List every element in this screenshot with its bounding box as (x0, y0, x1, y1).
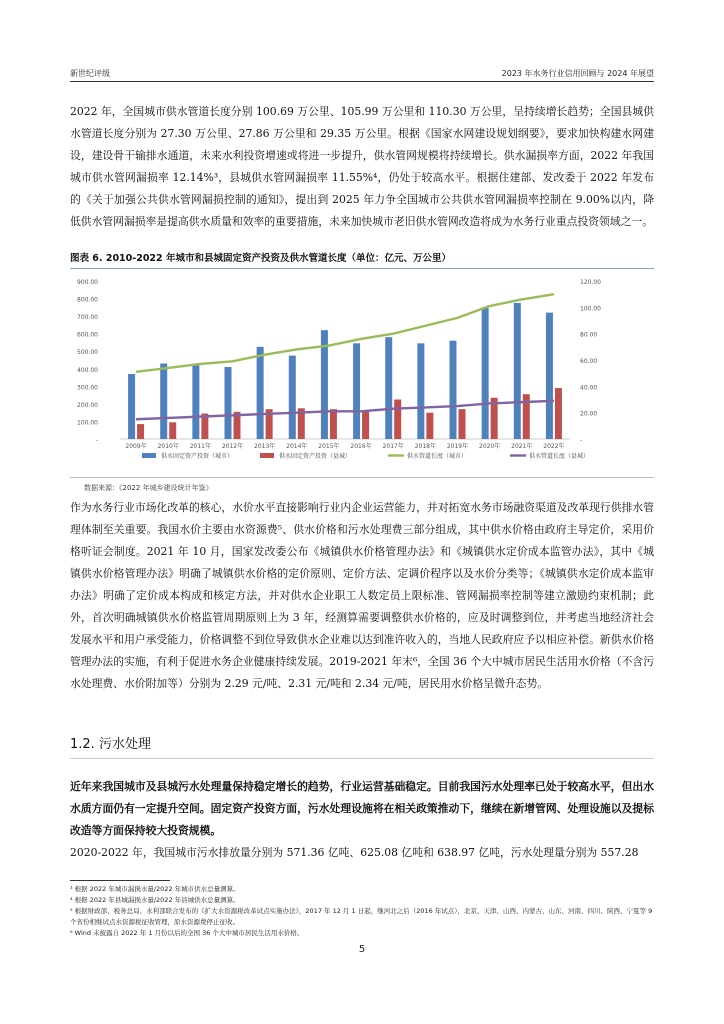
bar-city-invest (450, 341, 457, 439)
bar-county-invest (137, 424, 144, 439)
paragraph-sewage-volume: 2020-2022 年，我国城市污水排放量分别为 571.36 亿吨、625.08 亿吨和 638.97 亿吨，污水处理量分别为 557.28 (70, 846, 639, 859)
bar-county-invest (426, 413, 433, 439)
bar-city-invest (192, 364, 199, 439)
y-left-tick-label: 700.00 (77, 314, 98, 322)
figure-bottom-divider (70, 477, 654, 478)
line-city-pipe (136, 294, 554, 372)
y-left-tick-label: 300.00 (77, 384, 98, 392)
legend-swatch (142, 453, 156, 458)
y-left-tick-label: 400.00 (77, 366, 98, 374)
bar-city-invest (225, 367, 232, 439)
section-title: 1.2. 污水处理 (70, 737, 151, 752)
x-tick-label: 2022年 (543, 443, 565, 450)
header-left: 新世纪评级 (70, 69, 110, 78)
x-tick-label: 2019年 (446, 443, 469, 450)
bar-city-invest (482, 307, 489, 439)
y-right-tick-label: 60.00 (580, 358, 598, 365)
x-tick-label: 2017年 (382, 443, 404, 450)
legend-label: 供水管道长度（县城） (529, 453, 590, 460)
footnote-4: ⁴ 根据 2022 年县城漏损水量/2022 年县城供水总量测算。 (70, 896, 240, 904)
y-left-tick-label: 100.00 (77, 419, 98, 427)
bar-city-invest (289, 356, 296, 439)
footnote-3: ³ 根据 2022 年城市漏损水量/2022 年城市供水总量测算。 (70, 885, 240, 893)
footnote-6: ⁶ Wind 未披露自 2022 年 1 月份以后的全国 36 个大中城市居民生活用水价格。 (70, 929, 304, 937)
bar-city-invest (417, 343, 424, 439)
x-tick-label: 2021年 (511, 443, 533, 450)
bar-county-invest (330, 409, 337, 439)
bar-city-invest (160, 364, 167, 439)
header-right: 2023 年水务行业信用回顾与 2024 年展望 (501, 69, 654, 78)
x-tick-label: 2014年 (286, 443, 308, 450)
y-right-tick-label: 120.00 (580, 279, 601, 286)
bar-city-invest (257, 347, 264, 439)
legend-label: 供水固定资产投资（城市） (161, 453, 234, 460)
y-right-tick-label: 20.00 (580, 410, 598, 418)
figure-title: 图表 6. 2010-2022 年城市和县城固定资产投资及供水管道长度（单位：亿元、万公里） (70, 253, 451, 264)
legend-label: 供水固定资产投资（县城） (279, 453, 352, 460)
x-tick-label: 2013年 (254, 443, 276, 450)
x-tick-label: 2016年 (350, 443, 372, 450)
paragraph-water-pipeline: 2022 年，全国城市供水管道长度分别 100.69 万公里、105.99 万公里和 110.30 万公里，呈持续增长趋势；全国县城供水管道长度分别为 27.30 万公里、27.86 万公里和 29.35 万公里。根据《国家水网建设规划纲要》，要求加快构建水网建设，建设骨干输排水通道，未来水利投资增速或将进一步提升，供水管网规模将持续增长。供水漏损率方面，2022 年我国城市供水管网漏损率 12.14%³，县城供水管网漏损率 11.55%⁴，仍处于较高水平。根据住建部、发改委于 2022 年发布的《关于加强公共供水管网漏损控制的通知》，提出到 2025 年力争全国城市公共供水管网漏损率控制在 9.00%以内，降低供水管网漏损率是提高供水质量和效率的重要措施，未来加快城市老旧供水管网改造将成为水务行业重点投资领域之一。 (70, 105, 654, 228)
x-tick-label: 2015年 (318, 443, 340, 450)
legend-label: 供水管道长度（城市） (407, 453, 468, 460)
page-number: 5 (358, 944, 366, 955)
y-left-tick-label: - (95, 437, 98, 444)
bar-county-invest (555, 388, 562, 439)
bar-county-invest (394, 400, 401, 440)
footnote-5: ⁵ 根据财政部、税务总局、水利部联合发布的《扩大水资源税改革试点实施办法》，2017 年 12 月 1 日起，继河北之后（2016 年试点），北京、天津、山西、内蒙古、山东、河南、四川、陕西、宁夏等 9 个省份相继试点水资源税征收管理，原水资源费停止征收。 (70, 907, 653, 926)
bar-city-invest (128, 374, 135, 439)
footnote-divider (70, 880, 170, 881)
figure-top-divider (70, 268, 654, 269)
y-left-tick-label: 600.00 (77, 331, 98, 339)
x-tick-label: 2011年 (189, 443, 211, 450)
y-right-tick-label: - (580, 437, 583, 444)
paragraph-sewage-summary: 近年来我国城市及县城污水处理量保持稳定增长的趋势，行业运营基础稳定。目前我国污水处理率已处于较高水平，但出水水质方面仍有一定提升空间。固定资产投资方面，污水处理设施将在相关政策推动下，继续在新增管网、处理设施以及提标改造等方面保持较大投资规模。 (70, 780, 654, 837)
y-right-tick-label: 100.00 (580, 305, 601, 313)
x-tick-label: 2012年 (221, 443, 244, 450)
x-tick-label: 2020年 (479, 443, 501, 450)
header-divider (70, 81, 654, 82)
y-left-tick-label: 800.00 (77, 296, 98, 304)
footnotes (70, 884, 654, 939)
section-divider (70, 758, 654, 759)
bar-city-invest (546, 313, 553, 439)
investment-pipeline-chart (70, 271, 654, 471)
y-right-tick-label: 40.00 (580, 384, 598, 392)
x-tick-label: 2018年 (414, 443, 436, 450)
y-left-tick-label: 900.00 (77, 279, 98, 286)
y-left-tick-label: 500.00 (77, 349, 98, 357)
bar-city-invest (514, 303, 521, 439)
bar-city-invest (353, 343, 360, 439)
bar-county-invest (169, 422, 176, 439)
legend-swatch (260, 453, 274, 458)
chart-container (70, 271, 654, 471)
x-tick-label: 2010年 (157, 443, 179, 450)
bar-county-invest (362, 411, 369, 439)
bar-county-invest (459, 409, 466, 439)
x-tick-label: 2009年 (125, 443, 147, 450)
y-right-tick-label: 80.00 (580, 331, 598, 339)
figure-source: 数据来源：《2022 年城乡建设统计年鉴》 (84, 484, 213, 492)
bar-city-invest (385, 337, 392, 439)
y-left-tick-label: 200.00 (77, 401, 98, 409)
paragraph-water-price: 作为水务行业市场化改革的核心，水价水平直接影响行业内企业运营能力，并对拓宽水务市场融资渠道及改革现行供排水管理体制至关重要。我国水价主要由水资源费⁵、供水价格和污水处理费三部分组成，其中供水价格由政府主导定价，采用价格听证会制度。2021 年 10 月，国家发改委公布《城镇供水价格管理办法》和《城镇供水定价成本监管办法》，其中《城镇供水价格管理办法》明确了城镇供水价格的定价原则、定价方法、定调价程序以及水价分类等；《城镇供水定价成本监审办法》明确了定价成本构成和核定方法，并对供水企业职工人数定员上限标准、管网漏损率控制等建立激励约束机制；此外，首次明确城镇供水价格监管周期原则上为 3 年，经测算需要调整供水价格的，应及时调整到位，并考虑当地经济社会发展水平和用户承受能力，价格调整不到位导致供水企业难以达到准许收入的，当地人民政府应予以相应补偿。新供水价格管理办法的实施，有利于促进水务企业健康持续发展。2019-2021 年末⁶，全国 36 个大中城市居民生活用水价格（不含污水处理费、水价附加等）分别为 2.29 元/吨、2.31 元/吨和 2.34 元/吨，居民用水价格呈微升态势。 (70, 501, 654, 690)
